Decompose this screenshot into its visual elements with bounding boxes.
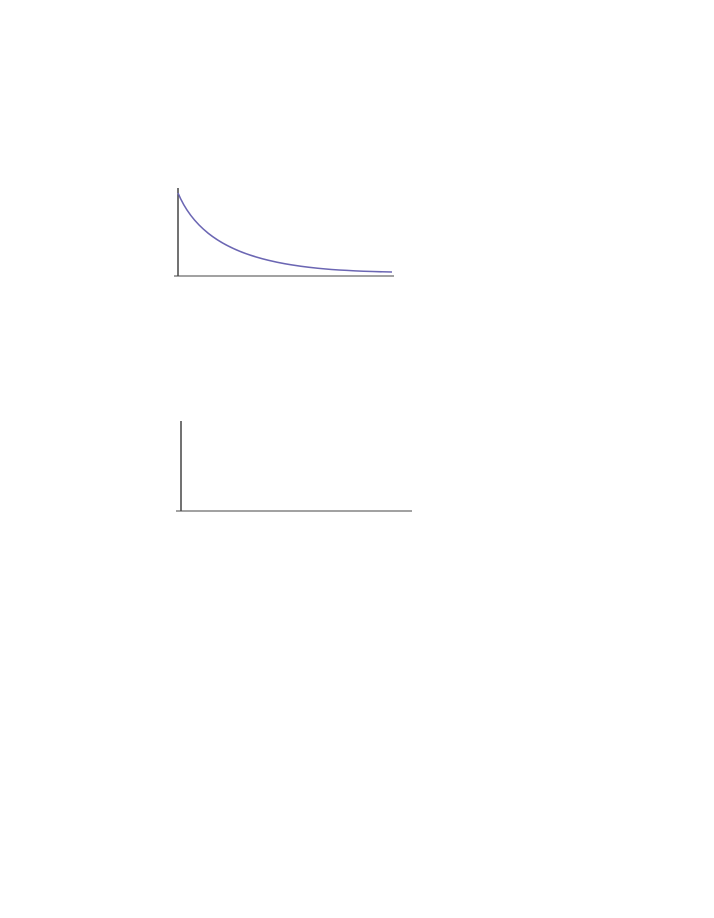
uniform-graph xyxy=(168,418,428,538)
exponential-graph xyxy=(166,185,396,300)
decay-curve xyxy=(178,193,392,272)
